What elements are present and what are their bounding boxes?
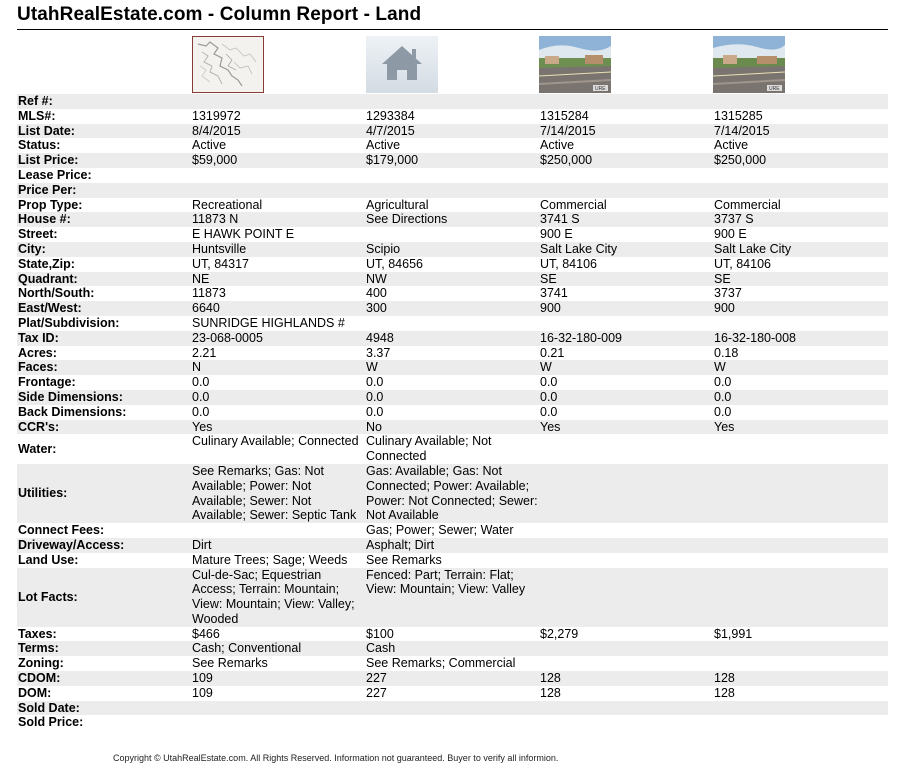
table-row	[17, 316, 888, 331]
listing-1-value: 6640	[192, 301, 366, 316]
listing-4-value	[714, 715, 888, 730]
field-label: Lot Facts:	[17, 568, 192, 627]
listing-3-value	[540, 168, 714, 183]
copyright-footer: Copyright © UtahRealEstate.com. All Rights Reserved. Information not guaranteed. Buyer to verify all informion.	[113, 753, 559, 763]
listing-4-value	[714, 553, 888, 568]
field-label: Plat/Subdivision:	[18, 315, 120, 330]
table-row	[17, 360, 888, 375]
listing-3-value: Yes	[540, 420, 714, 435]
table-row	[17, 286, 888, 301]
listing-1-value: Active	[192, 138, 227, 153]
field-label: Street:	[18, 227, 58, 242]
listing-1-value: 0.0	[192, 390, 366, 405]
table-row	[17, 538, 888, 553]
listing-3-value	[540, 538, 714, 553]
listing-2-value: Active	[366, 138, 401, 153]
field-label: Quadrant:	[17, 272, 192, 287]
listing-4-value: 3737 S	[714, 212, 888, 227]
listing-4-value	[714, 538, 888, 553]
table-row	[17, 168, 888, 183]
field-label: Tax ID:	[17, 331, 192, 346]
listing-3-value	[540, 715, 714, 730]
table-row	[17, 464, 888, 523]
listing-2-value: Gas: Available; Gas: Not Connected; Power: Available; Power: Not Connected; Sewer: Not Available	[366, 464, 540, 523]
table-row	[17, 523, 888, 538]
table-row	[17, 301, 888, 316]
listing-4-value: Yes	[714, 420, 888, 435]
listing-1-value: 8/4/2015	[192, 124, 366, 139]
table-row	[17, 346, 888, 361]
listing-4-value: 900 E	[714, 227, 747, 242]
field-label: State,Zip:	[18, 256, 75, 271]
listing-1-value	[192, 701, 366, 716]
listing-2-value: Scipio	[366, 242, 540, 257]
field-label: MLS#:	[18, 108, 56, 123]
listing-1-value: Huntsville	[192, 242, 366, 257]
field-label: Faces:	[17, 360, 192, 375]
listing-1-value	[192, 168, 366, 183]
listing-1-value: Recreational	[192, 197, 263, 212]
field-label: Taxes:	[18, 626, 57, 641]
table-row	[17, 212, 888, 227]
listing-3-value	[540, 94, 714, 109]
field-label: Land Use:	[18, 552, 79, 567]
listing-1-value: Cul-de-Sac; Equestrian Access; Terrain: Mountain; View: Mountain; View: Valley; Wooded	[192, 568, 366, 627]
table-row	[17, 656, 888, 671]
listing-3-value: 1315284	[540, 108, 589, 123]
listing-4-value	[714, 641, 888, 656]
table-row	[17, 641, 888, 656]
listing-2-value	[366, 168, 540, 183]
field-label: Sold Price:	[18, 715, 84, 730]
field-label: Status:	[18, 138, 61, 153]
listing-3-value: 7/14/2015	[540, 124, 714, 139]
field-label: Price Per:	[17, 183, 192, 198]
table-row	[17, 568, 888, 627]
listing-4-value: SE	[714, 272, 888, 287]
field-label: Zoning:	[18, 656, 64, 671]
field-label: CDOM:	[17, 671, 192, 686]
listing-1-value: Cash; Conventional	[192, 641, 366, 656]
listing-2-value	[366, 701, 540, 716]
table-row	[17, 627, 888, 642]
listing-1-value: Yes	[192, 420, 366, 435]
listing-2-value: $100	[366, 626, 394, 641]
listing-4-value: Salt Lake City	[714, 242, 888, 257]
listing-4-value	[714, 568, 888, 627]
report-title: UtahRealEstate.com - Column Report - Land	[17, 4, 422, 25]
listing-4-value	[714, 434, 888, 464]
listing-2-value: 300	[366, 301, 540, 316]
listing-4-value: 0.0	[714, 375, 732, 390]
listing-3-value: 3741 S	[540, 212, 714, 227]
listing-3-value: $250,000	[540, 153, 714, 168]
listing-2-value: 227	[366, 671, 540, 686]
listing-4-value: Active	[714, 138, 749, 153]
listing-1-value: 1319972	[192, 108, 241, 123]
table-row	[17, 405, 888, 420]
listing-4-value: 128	[714, 671, 888, 686]
table-row	[17, 390, 888, 405]
listing-2-value: 3.37	[366, 345, 391, 360]
listing-3-value	[540, 701, 714, 716]
listing-3-value: Active	[540, 138, 575, 153]
field-label: Utilities:	[17, 464, 192, 523]
table-row	[17, 198, 888, 213]
listing-3-value	[540, 434, 714, 464]
listing-3-value	[540, 553, 714, 568]
listing-4-value: 0.0	[714, 390, 888, 405]
table-row	[17, 227, 888, 242]
table-row	[17, 686, 888, 701]
field-label: Water:	[18, 441, 57, 456]
listing-3-value	[540, 316, 714, 331]
listing-4-value	[714, 523, 888, 538]
listing-1-value: 11873 N	[192, 212, 366, 227]
field-label: Back Dimensions:	[18, 404, 127, 419]
listing-1-value: 2.21	[192, 345, 217, 360]
listing-2-value: See Directions	[366, 212, 540, 227]
listing-3-value: 0.0	[540, 375, 558, 390]
listing-2-value	[366, 316, 540, 331]
listing-2-value: 0.0	[366, 390, 540, 405]
listing-3-value: 0.0	[540, 404, 558, 419]
field-label: House #:	[17, 212, 192, 227]
table-row	[17, 434, 888, 464]
listing-1-value	[192, 523, 366, 538]
listing-3-value: 3741	[540, 286, 568, 301]
listing-2-value: 1293384	[366, 108, 415, 123]
listing-1-value: SUNRIDGE HIGHLANDS #	[192, 315, 345, 330]
listing-4-value: UT, 84106	[714, 256, 771, 271]
listing-1-value: $466	[192, 626, 220, 641]
listing-1-value	[192, 183, 366, 198]
field-label: Frontage:	[18, 375, 76, 390]
listing-4-value	[714, 656, 888, 671]
listing-4-value	[714, 94, 888, 109]
field-label: North/South:	[18, 286, 95, 301]
house-placeholder-icon[interactable]	[366, 36, 438, 93]
listing-2-value: $179,000	[366, 153, 540, 168]
listing-3-value: 900 E	[540, 227, 573, 242]
listing-3-value: $2,279	[540, 626, 579, 641]
listing-1-value: UT, 84317	[192, 256, 249, 271]
field-label: Prop Type:	[18, 197, 83, 212]
listing-2-value: Gas; Power; Sewer; Water	[366, 523, 514, 538]
listing-4-value	[714, 316, 888, 331]
field-label: List Date:	[17, 124, 192, 139]
table-row	[17, 124, 888, 139]
listing-2-value: 0.0	[366, 404, 384, 419]
ure-badge: URE	[769, 86, 780, 92]
table-row	[17, 375, 888, 390]
listing-3-value: 128	[540, 671, 714, 686]
listing-3-value: Commercial	[540, 197, 607, 212]
ure-badge: URE	[595, 86, 606, 92]
listing-1-value: 109	[192, 685, 213, 700]
table-row	[17, 553, 888, 568]
table-row	[17, 153, 888, 168]
street-photo-icon[interactable]	[539, 36, 611, 93]
listing-2-value: Agricultural	[366, 197, 429, 212]
listing-2-value: 4/7/2015	[366, 124, 540, 139]
listing-3-value	[540, 656, 714, 671]
listing-2-value: No	[366, 420, 540, 435]
field-label: Terms:	[17, 641, 192, 656]
listing-2-value: 227	[366, 685, 387, 700]
table-row	[17, 183, 888, 198]
listing-3-value	[540, 183, 714, 198]
listing-1-value	[192, 94, 366, 109]
field-label: Ref #:	[17, 94, 192, 109]
listing-3-value: SE	[540, 272, 714, 287]
street-photo-icon[interactable]	[713, 36, 785, 93]
field-label: Acres:	[18, 345, 57, 360]
listing-1-value: N	[192, 360, 366, 375]
field-label: Driveway/Access:	[17, 538, 192, 553]
listing-2-value: UT, 84656	[366, 256, 423, 271]
listing-1-value: 0.0	[192, 375, 210, 390]
title-divider	[17, 29, 888, 30]
listing-2-value	[366, 227, 540, 242]
listing-3-value	[540, 568, 714, 627]
listing-1-value: 11873	[192, 286, 226, 301]
listing-2-value: 4948	[366, 331, 540, 346]
listing-3-value: 16-32-180-009	[540, 331, 714, 346]
field-label: List Price:	[17, 153, 192, 168]
listing-4-value: $1,991	[714, 626, 753, 641]
listing-2-value: NW	[366, 272, 540, 287]
field-label: Connect Fees:	[18, 523, 105, 538]
table-row	[17, 671, 888, 686]
listing-4-value	[714, 168, 888, 183]
listing-1-value: Dirt	[192, 538, 366, 553]
listing-4-value: 16-32-180-008	[714, 331, 888, 346]
listing-3-value: W	[540, 360, 714, 375]
listing-4-value: 7/14/2015	[714, 124, 888, 139]
field-label: CCR's:	[17, 420, 192, 435]
listing-4-value: 900	[714, 301, 888, 316]
table-row	[17, 701, 888, 716]
listing-4-value	[714, 183, 888, 198]
listing-4-value: 128	[714, 685, 735, 700]
listing-2-value: See Remarks	[366, 552, 442, 567]
listing-4-value: 1315285	[714, 108, 763, 123]
field-label: Side Dimensions:	[17, 390, 192, 405]
listing-4-value: W	[714, 360, 888, 375]
listing-1-value: Culinary Available; Connected	[192, 434, 359, 449]
listing-2-value: 400	[366, 286, 387, 301]
field-label: Lease Price:	[18, 167, 92, 182]
table-row	[17, 94, 888, 109]
listing-1-value: See Remarks; Gas: Not Available; Power: Not Available; Sewer: Not Available; Sewer: Septic Tank	[192, 464, 366, 523]
listing-1-value: $59,000	[192, 153, 366, 168]
listing-4-value	[714, 464, 888, 523]
listing-3-value: Salt Lake City	[540, 242, 714, 257]
field-label: East/West:	[17, 301, 192, 316]
listing-2-value: Culinary Available; Not Connected	[366, 434, 492, 464]
listing-2-value: See Remarks; Commercial	[366, 656, 516, 671]
listing-2-value: Cash	[366, 641, 540, 656]
listing-3-value	[540, 523, 714, 538]
listing-1-value: Mature Trees; Sage; Weeds	[192, 552, 348, 567]
table-row	[17, 715, 888, 730]
listing-thumbnails	[0, 36, 906, 93]
listing-comparison-table	[17, 94, 888, 730]
listing-4-value: 3737	[714, 286, 742, 301]
listing-1-value: 0.0	[192, 404, 210, 419]
listing-2-value: 0.0	[366, 375, 384, 390]
table-row	[17, 331, 888, 346]
listing-1-value: E HAWK POINT E	[192, 227, 295, 242]
listing-3-value: UT, 84106	[540, 256, 597, 271]
listing-3-value	[540, 464, 714, 523]
listing-2-value: Fenced: Part; Terrain: Flat; View: Mountain; View: Valley	[366, 568, 540, 627]
listing-3-value: 0.0	[540, 390, 714, 405]
table-row	[17, 257, 888, 272]
listing-3-value	[540, 641, 714, 656]
listing-1-value	[192, 715, 366, 730]
table-row	[17, 109, 888, 124]
field-label: City:	[17, 242, 192, 257]
listing-4-value: $250,000	[714, 153, 888, 168]
field-label: Sold Date:	[17, 701, 192, 716]
listing-1-value: NE	[192, 272, 366, 287]
table-row	[17, 272, 888, 287]
listing-4-value: 0.0	[714, 404, 732, 419]
listing-2-value: W	[366, 360, 540, 375]
table-row	[17, 242, 888, 257]
listing-3-value: 0.21	[540, 345, 565, 360]
listing-2-value	[366, 715, 540, 730]
listing-1-value: See Remarks	[192, 656, 268, 671]
listing-3-value: 128	[540, 685, 561, 700]
listing-4-value	[714, 701, 888, 716]
map-thumbnail-icon[interactable]	[192, 36, 264, 93]
listing-2-value	[366, 183, 540, 198]
listing-2-value	[366, 94, 540, 109]
listing-3-value: 900	[540, 301, 714, 316]
listing-1-value: 109	[192, 671, 366, 686]
field-label: DOM:	[18, 685, 52, 700]
table-row	[17, 138, 888, 153]
listing-4-value: Commercial	[714, 197, 781, 212]
listing-4-value: 0.18	[714, 345, 739, 360]
table-row	[17, 420, 888, 435]
listing-1-value: 23-068-0005	[192, 331, 366, 346]
listing-2-value: Asphalt; Dirt	[366, 538, 540, 553]
